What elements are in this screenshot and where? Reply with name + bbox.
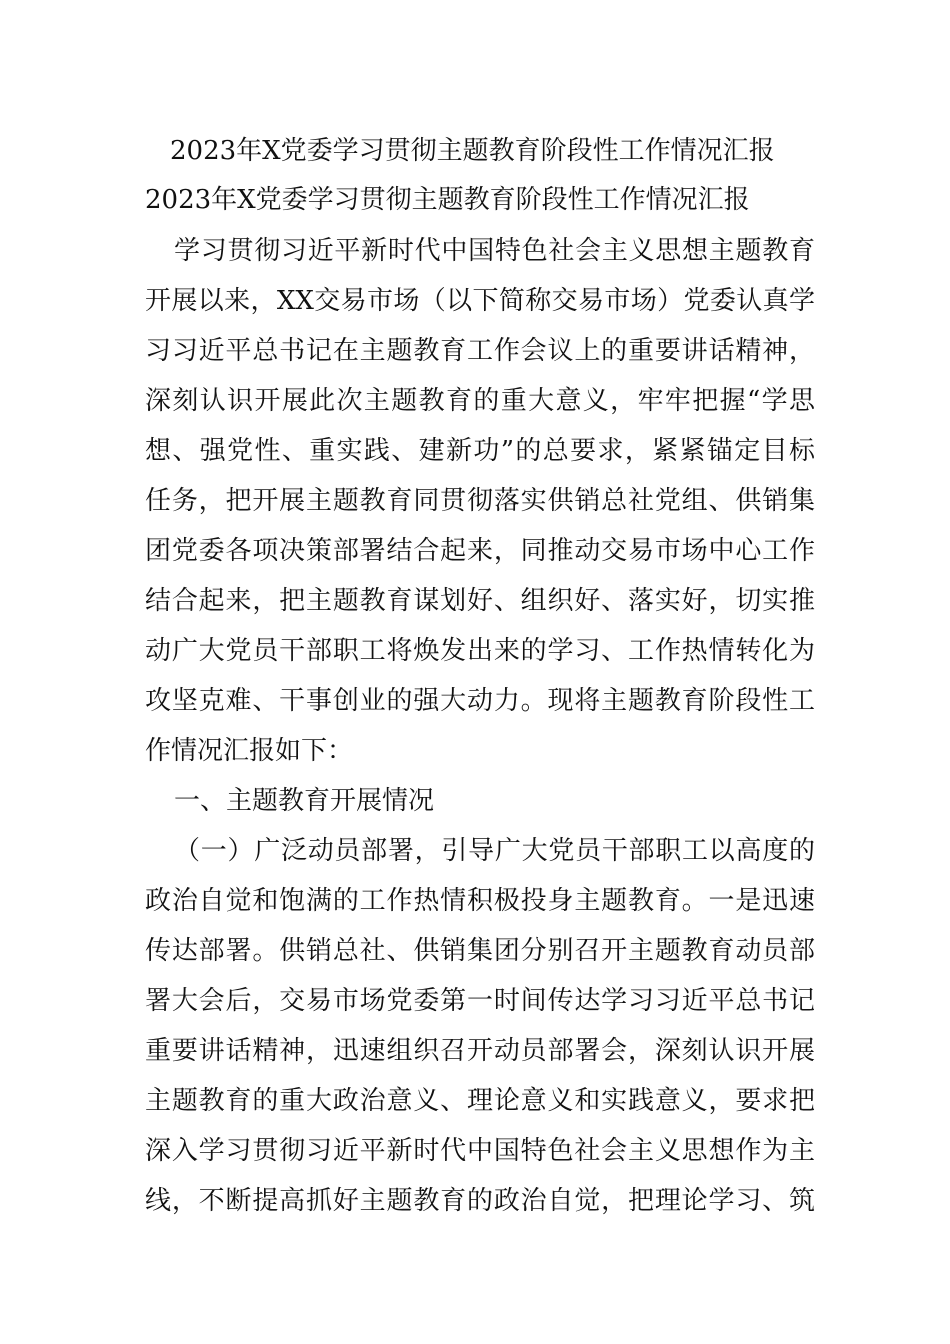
paragraph-line: 动广大党员干部职工将焕发出来的学习、工作热情转化为 xyxy=(145,636,815,666)
paragraph-line: 线，不断提高抓好主题教育的政治自觉，把理论学习、筑 xyxy=(145,1186,815,1216)
paragraph-line: 深入学习贯彻习近平新时代中国特色社会主义思想作为主 xyxy=(145,1136,815,1166)
paragraph-line: 传达部署。供销总社、供销集团分别召开主题教育动员部 xyxy=(145,936,815,966)
paragraph-line: 习习近平总书记在主题教育工作会议上的重要讲话精神， xyxy=(145,336,815,366)
paragraph-line: 任务，把开展主题教育同贯彻落实供销总社党组、供销集 xyxy=(145,486,815,516)
document-title-line-1: 2023年X党委学习贯彻主题教育阶段性工作情况汇报 xyxy=(170,136,775,166)
paragraph-line: （一）广泛动员部署，引导广大党员干部职工以高度的 xyxy=(174,836,815,866)
paragraph-line: 学习贯彻习近平新时代中国特色社会主义思想主题教育 xyxy=(174,236,815,266)
paragraph-line: 重要讲话精神，迅速组织召开动员部署会，深刻认识开展 xyxy=(145,1036,815,1066)
document-title-line-2: 2023年X党委学习贯彻主题教育阶段性工作情况汇报 xyxy=(145,185,750,215)
paragraph-line: 想、强党性、重实践、建新功”的总要求，紧紧锚定目标 xyxy=(145,436,815,466)
paragraph-line: 团党委各项决策部署结合起来，同推动交易市场中心工作 xyxy=(145,536,815,566)
paragraph-line: 署大会后，交易市场党委第一时间传达学习习近平总书记 xyxy=(145,986,815,1016)
paragraph-line: 作情况汇报如下： xyxy=(145,736,354,766)
paragraph-line: 开展以来，XX交易市场（以下简称交易市场）党委认真学 xyxy=(145,286,815,316)
paragraph-line: 主题教育的重大政治意义、理论意义和实践意义，要求把 xyxy=(145,1086,815,1116)
paragraph-line: 攻坚克难、干事创业的强大动力。现将主题教育阶段性工 xyxy=(145,686,815,716)
paragraph-line: 政治自觉和饱满的工作热情积极投身主题教育。一是迅速 xyxy=(145,886,815,916)
paragraph-line: 结合起来，把主题教育谋划好、组织好、落实好，切实推 xyxy=(145,586,815,616)
paragraph-line: 深刻认识开展此次主题教育的重大意义，牢牢把握“学思 xyxy=(145,386,815,416)
section-heading: 一、主题教育开展情况 xyxy=(174,786,435,816)
